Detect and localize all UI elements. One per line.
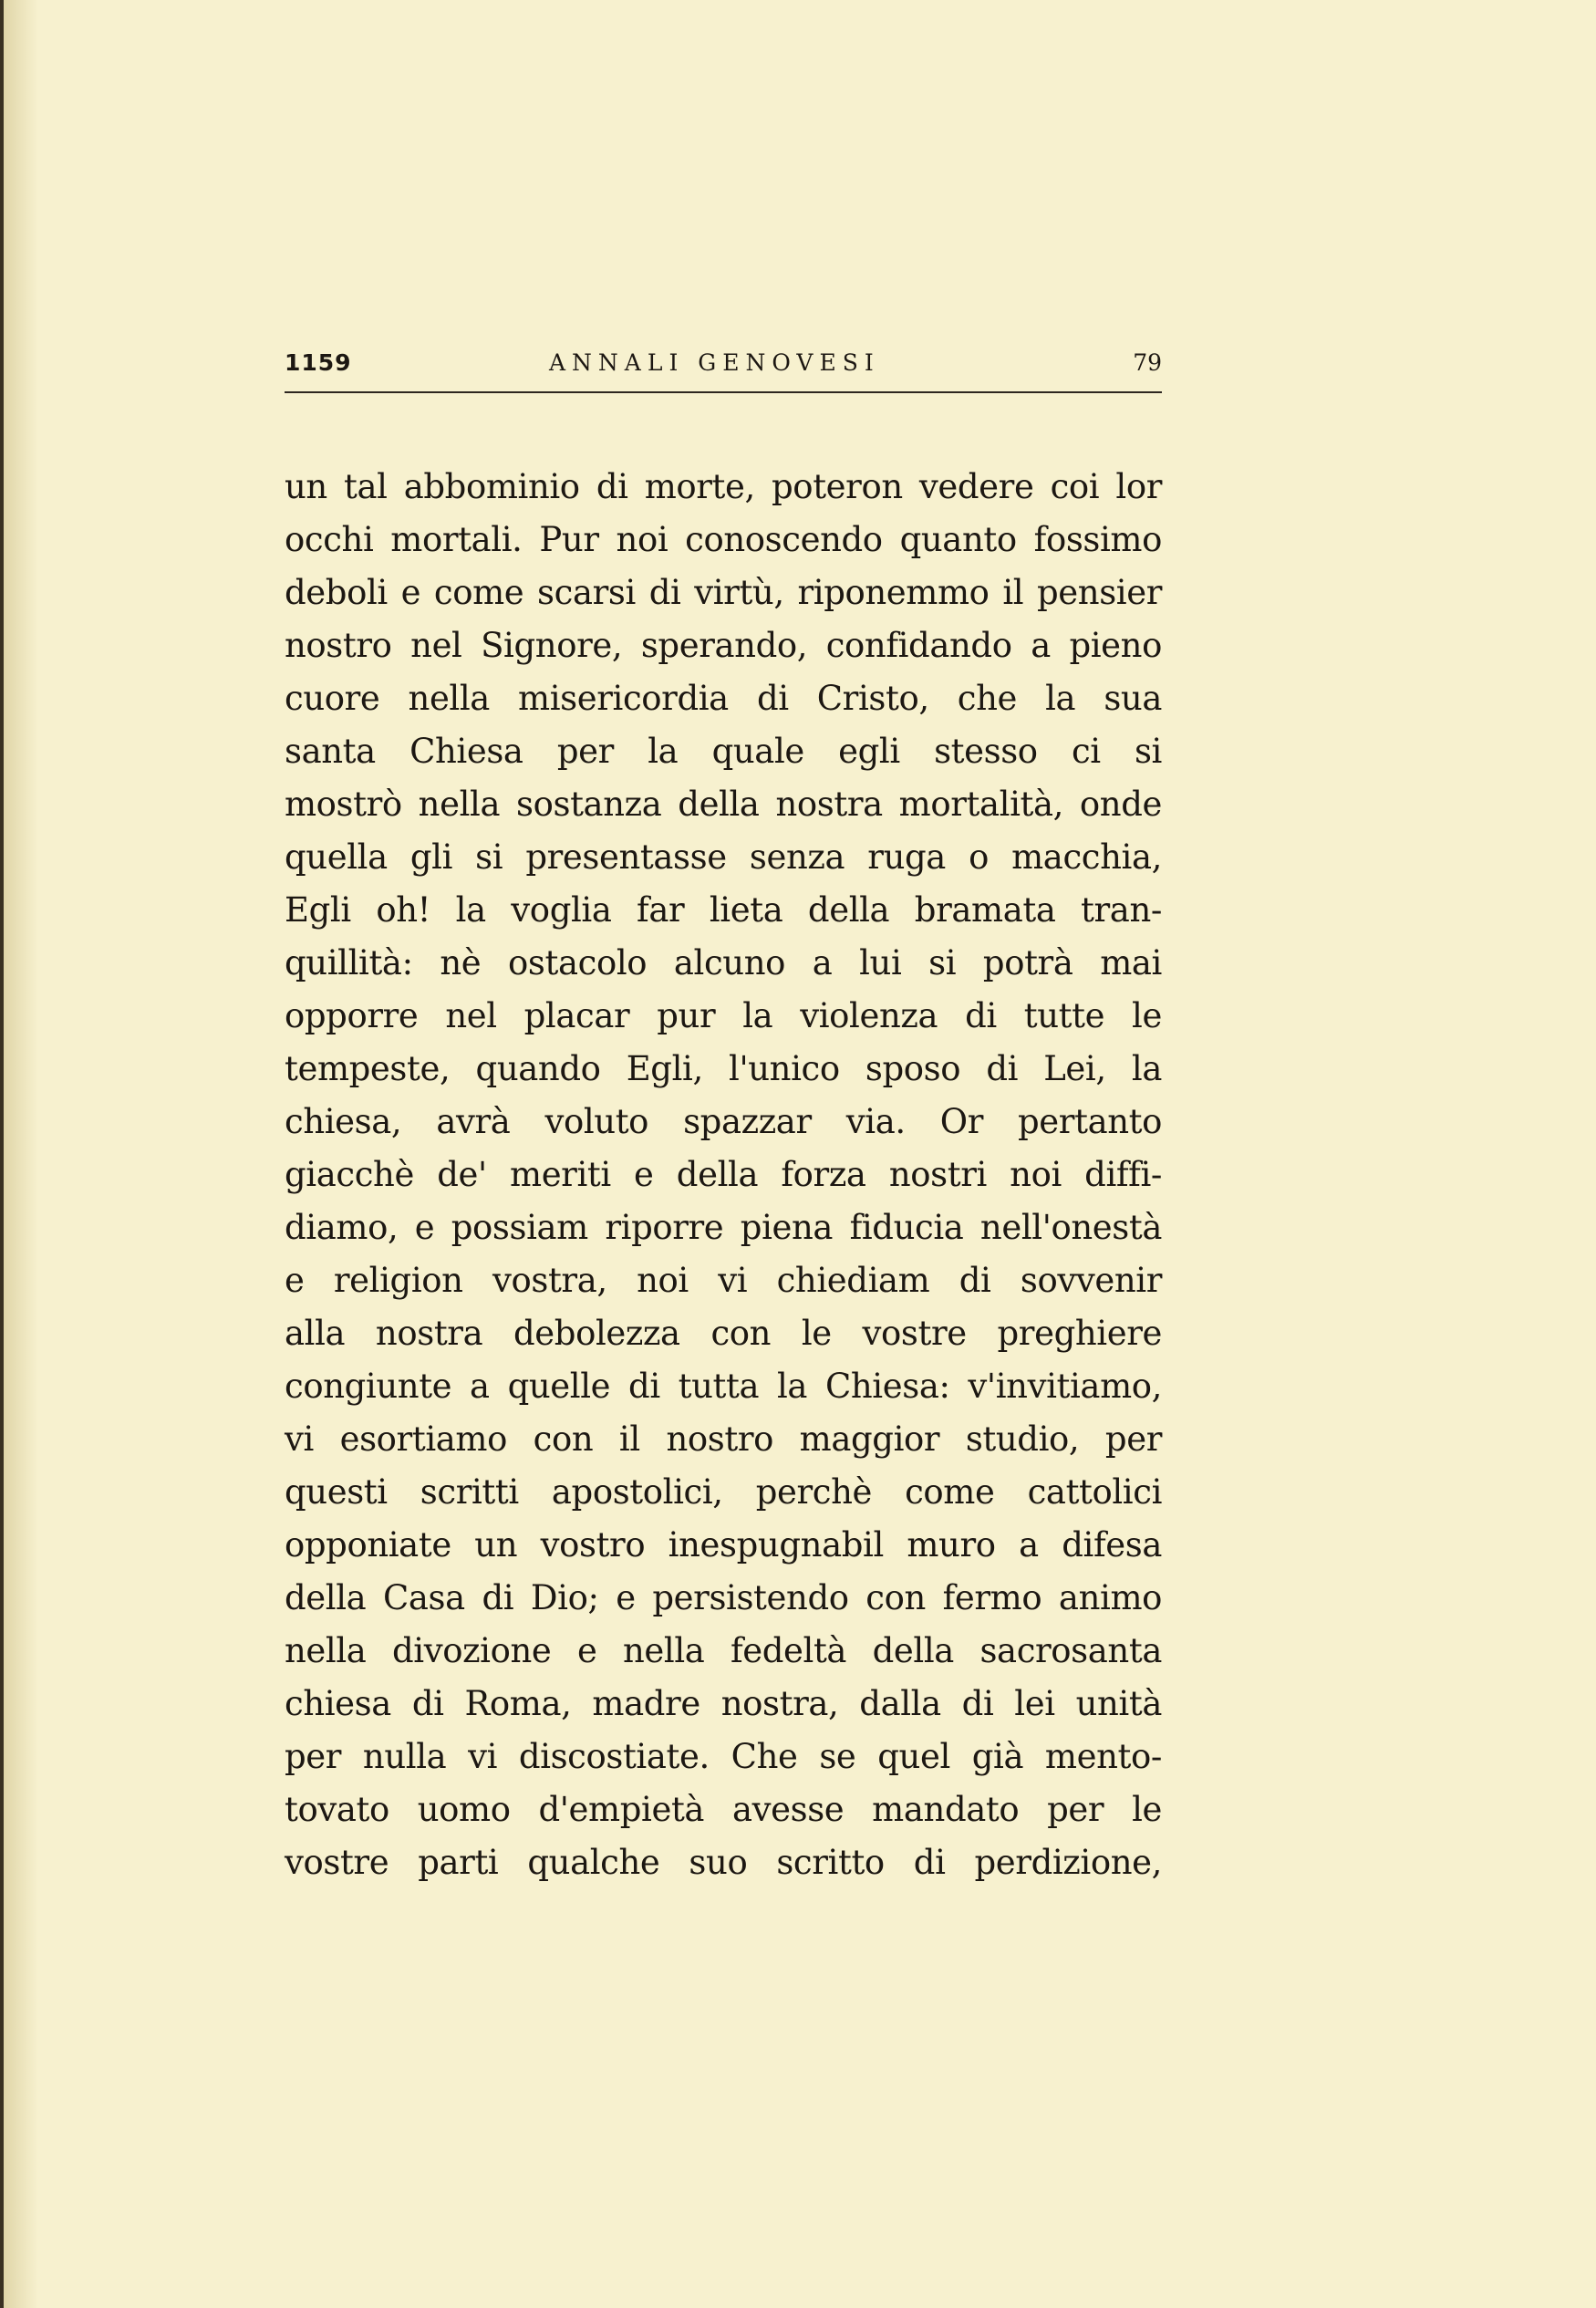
text-line: giacchè de' meriti e della forza nostri noi diffi-: [285, 1155, 1162, 1194]
text-line: della Casa di Dio; e persistendo con fermo animo: [285, 1578, 1162, 1617]
text-line: tempeste, quando Egli, l'unico sposo di Lei, la: [285, 1049, 1162, 1088]
text-line: nostro nel Signore, sperando, confidando a pieno: [285, 626, 1162, 665]
text-line: chiesa di Roma, madre nostra, dalla di lei unità: [285, 1684, 1162, 1723]
text-line: santa Chiesa per la quale egli stesso ci si: [285, 732, 1162, 771]
text-line: diamo, e possiam riporre piena fiducia nell'onestà: [285, 1208, 1162, 1247]
body-text: [285, 461, 1162, 1889]
text-line: alla nostra debolezza con le vostre preghiere: [285, 1314, 1162, 1353]
text-line: opponiate un vostro inespugnabil muro a difesa: [285, 1525, 1162, 1565]
text-line: mostrò nella sostanza della nostra mortalità, onde: [285, 785, 1162, 824]
text-line: quillità: nè ostacolo alcuno a lui si potrà mai: [285, 943, 1162, 982]
page-edge-shadow: [4, 0, 38, 2308]
text-line: quella gli si presentasse senza ruga o macchia,: [285, 837, 1162, 877]
header-rule: [285, 391, 1162, 393]
page-number: 79: [1133, 349, 1162, 376]
header-year: 1159: [285, 349, 352, 376]
page-header: [285, 342, 1162, 388]
text-line: congiunte a quelle di tutta la Chiesa: v'invitiamo,: [285, 1367, 1162, 1406]
text-line: tovato uomo d'empietà avesse mandato per le: [285, 1790, 1162, 1829]
text-line: e religion vostra, noi vi chiediam di sovvenir: [285, 1261, 1162, 1300]
running-title: ANNALI GENOVESI: [549, 349, 880, 376]
text-line: opporre nel placar pur la violenza di tutte le: [285, 996, 1162, 1035]
text-line: chiesa, avrà voluto spazzar via. Or pertanto: [285, 1102, 1162, 1141]
text-line: vostre parti qualche suo scritto di perdizione,: [285, 1843, 1162, 1882]
text-line: cuore nella misericordia di Cristo, che la sua: [285, 679, 1162, 718]
text-line: vi esortiamo con il nostro maggior studio, per: [285, 1419, 1162, 1459]
text-line: deboli e come scarsi di virtù, riponemmo il pensier: [285, 573, 1162, 612]
text-line: per nulla vi discostiate. Che se quel già mento-: [285, 1737, 1162, 1776]
text-line: Egli oh! la voglia far lieta della bramata tran-: [285, 890, 1162, 930]
text-line: nella divozione e nella fedeltà della sacrosanta: [285, 1631, 1162, 1670]
text-line: un tal abbominio di morte, poteron vedere coi lor: [285, 467, 1162, 506]
text-line: questi scritti apostolici, perchè come cattolici: [285, 1472, 1162, 1512]
text-line: occhi mortali. Pur noi conoscendo quanto fossimo: [285, 520, 1162, 559]
